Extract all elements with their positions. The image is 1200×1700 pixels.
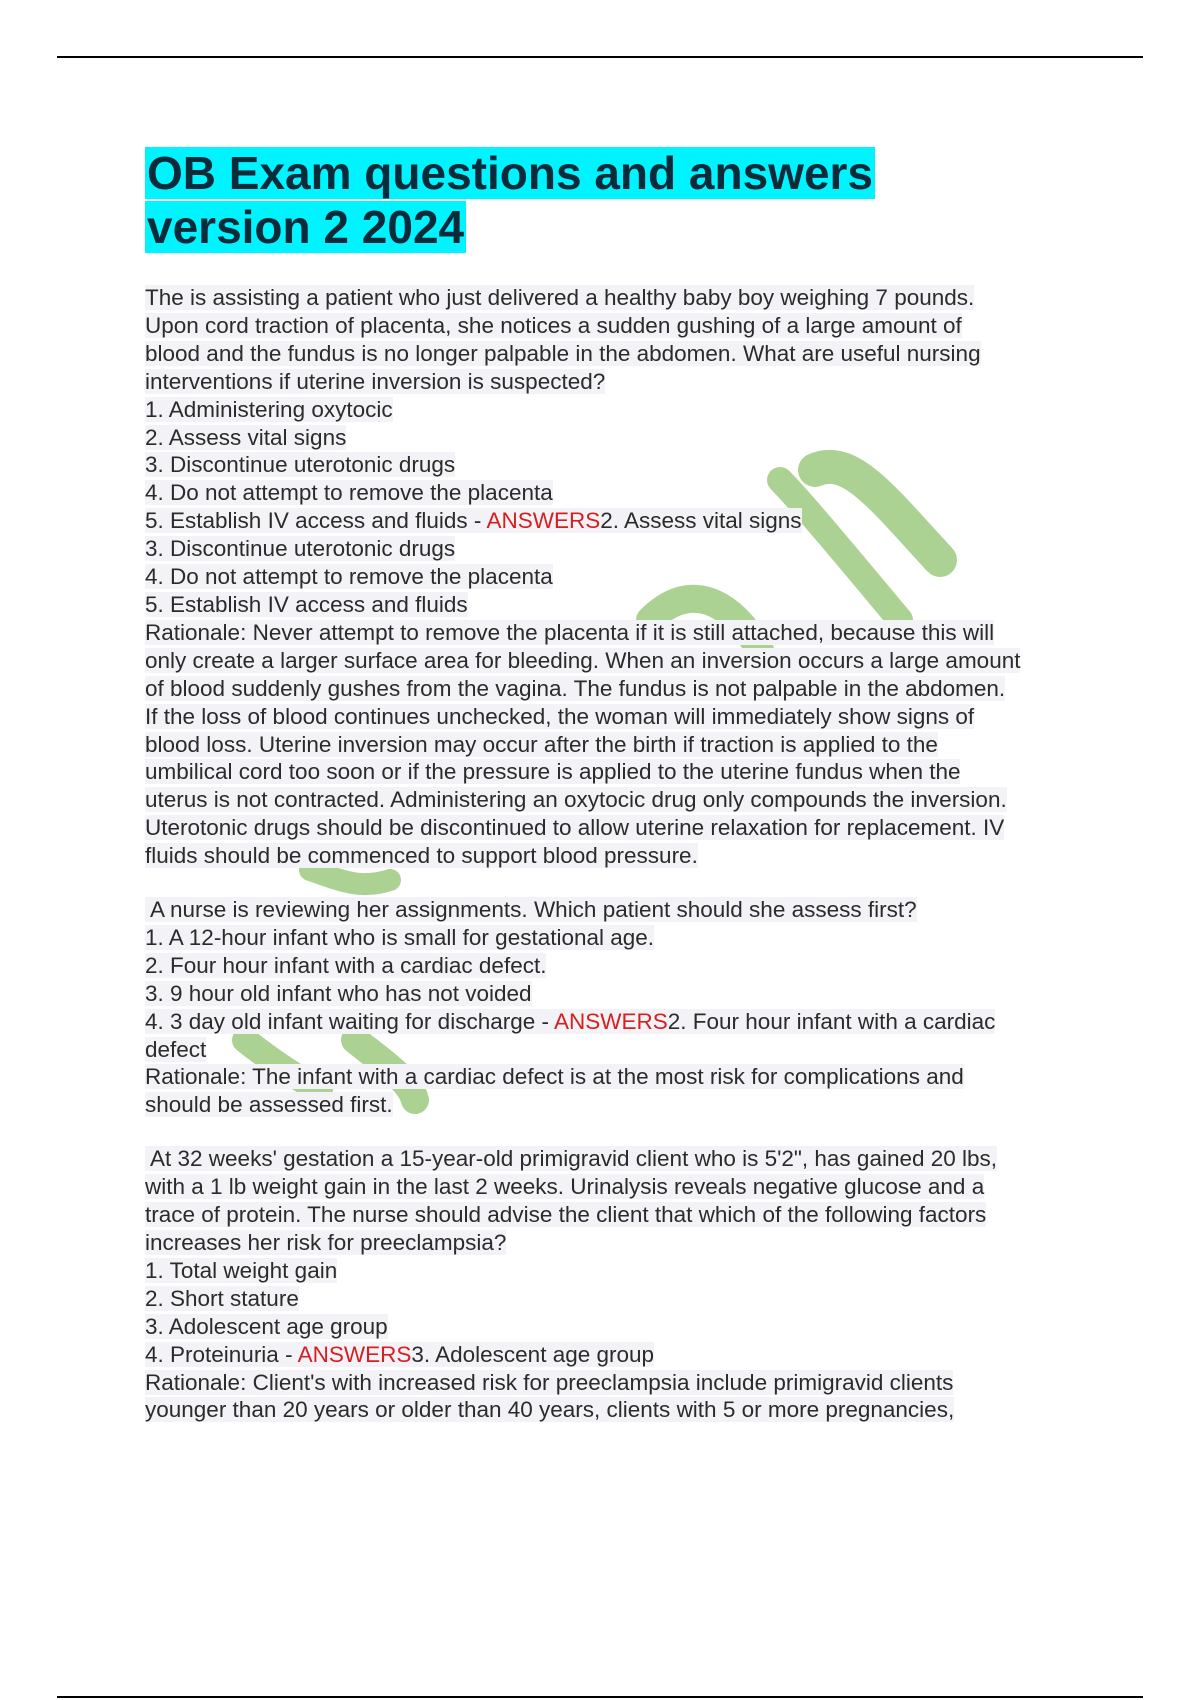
q3-line: trace of protein. The nurse should advise the client that which of the following factors [145,1202,987,1228]
q2-answer-detail: defect [145,1036,207,1062]
q1-rationale: Uterotonic drugs should be discontinued to allow uterine relaxation for replacement. IV [145,815,1005,841]
question-3 [145,1145,1105,1424]
q2-rationale: Rationale: The infant with a cardiac defect is at the most risk for complications and [145,1064,964,1090]
q2-line: A nurse is reviewing her assignments. Which patient should she assess first? [145,897,917,923]
q2-option: 2. Four hour infant with a cardiac defect. [145,952,547,978]
q2-option: 3. 9 hour old infant who has not voided [145,980,532,1006]
q1-rationale: blood loss. Uterine inversion may occur after the birth if traction is applied to the [145,731,938,757]
q1-line: interventions if uterine inversion is suspected? [145,368,606,394]
q1-option: 1. Administering oxytocic [145,396,393,422]
q3-rationale: Rationale: Client's with increased risk for preeclampsia include primigravid clients [145,1369,954,1395]
document-title [145,146,875,254]
q3-answer-line: 4. Proteinuria - ANSWERS3. Adolescent age group [145,1341,655,1367]
q2-rationale: should be assessed first. [145,1092,393,1118]
q1-rationale: Rationale: Never attempt to remove the placenta if it is still attached, because this will [145,619,995,645]
q3-option: 3. Adolescent age group [145,1313,388,1339]
q1-rationale: only create a larger surface area for bleeding. When an inversion occurs a large amount [145,647,1021,673]
answer-marker: ANSWERS [297,1341,412,1367]
bottom-rule [57,1696,1143,1698]
section-gap [145,870,1105,896]
q1-rationale: If the loss of blood continues unchecked, the woman will immediately show signs of [145,703,975,729]
q3-rationale: younger than 20 years or older than 40 years, clients with 5 or more pregnancies, [145,1397,955,1423]
answer-marker: ANSWERS [486,508,601,534]
q1-answer-line: 5. Establish IV access and fluids - ANSWERS2. Assess vital signs [145,508,802,534]
title-line-2: version 2 2024 [147,201,465,253]
q1-rationale: of blood suddenly gushes from the vagina. The fundus is not palpable in the abdomen. [145,675,1006,701]
q2-option: 1. A 12-hour infant who is small for gestational age. [145,924,655,950]
answer-marker: ANSWERS [554,1008,668,1034]
question-2 [145,896,1105,1119]
q1-option: 4. Do not attempt to remove the placenta [145,480,553,506]
q1-option: 2. Assess vital signs [145,424,347,450]
q3-line: with a 1 lb weight gain in the last 2 weeks. Urinalysis reveals negative glucose and a [145,1174,985,1200]
q2-answer-line: 4. 3 day old infant waiting for discharge - ANSWERS2. Four hour infant with a cardiac [145,1008,996,1034]
top-rule [57,56,1143,58]
q3-line: At 32 weeks' gestation a 15-year-old primigravid client who is 5'2", has gained 20 lbs, [145,1146,998,1172]
q1-option: 3. Discontinue uterotonic drugs [145,452,456,478]
q1-rationale: umbilical cord too soon or if the pressure is applied to the uterine fundus when the [145,759,961,785]
q1-line: blood and the fundus is no longer palpable in the abdomen. What are useful nursing [145,340,981,366]
q1-line: Upon cord traction of placenta, she notices a sudden gushing of a large amount of [145,312,962,338]
q1-rationale: uterus is not contracted. Administering an oxytocic drug only compounds the inversion. [145,787,1007,813]
q3-option: 2. Short stature [145,1285,299,1311]
title-line-1: OB Exam questions and answers [147,147,874,199]
q1-rationale: fluids should be commenced to support blood pressure. [145,843,698,869]
section-gap [145,1119,1105,1145]
question-1 [145,284,1105,870]
q1-answer-detail: 3. Discontinue uterotonic drugs [145,536,456,562]
q1-line: The is assisting a patient who just delivered a healthy baby boy weighing 7 pounds. [145,285,975,310]
q3-line: increases her risk for preeclampsia? [145,1230,507,1255]
q1-answer-detail: 4. Do not attempt to remove the placenta [145,564,553,590]
q1-answer-detail: 5. Establish IV access and fluids [145,591,468,617]
q3-option: 1. Total weight gain [145,1257,338,1283]
document-body [145,284,1105,1424]
